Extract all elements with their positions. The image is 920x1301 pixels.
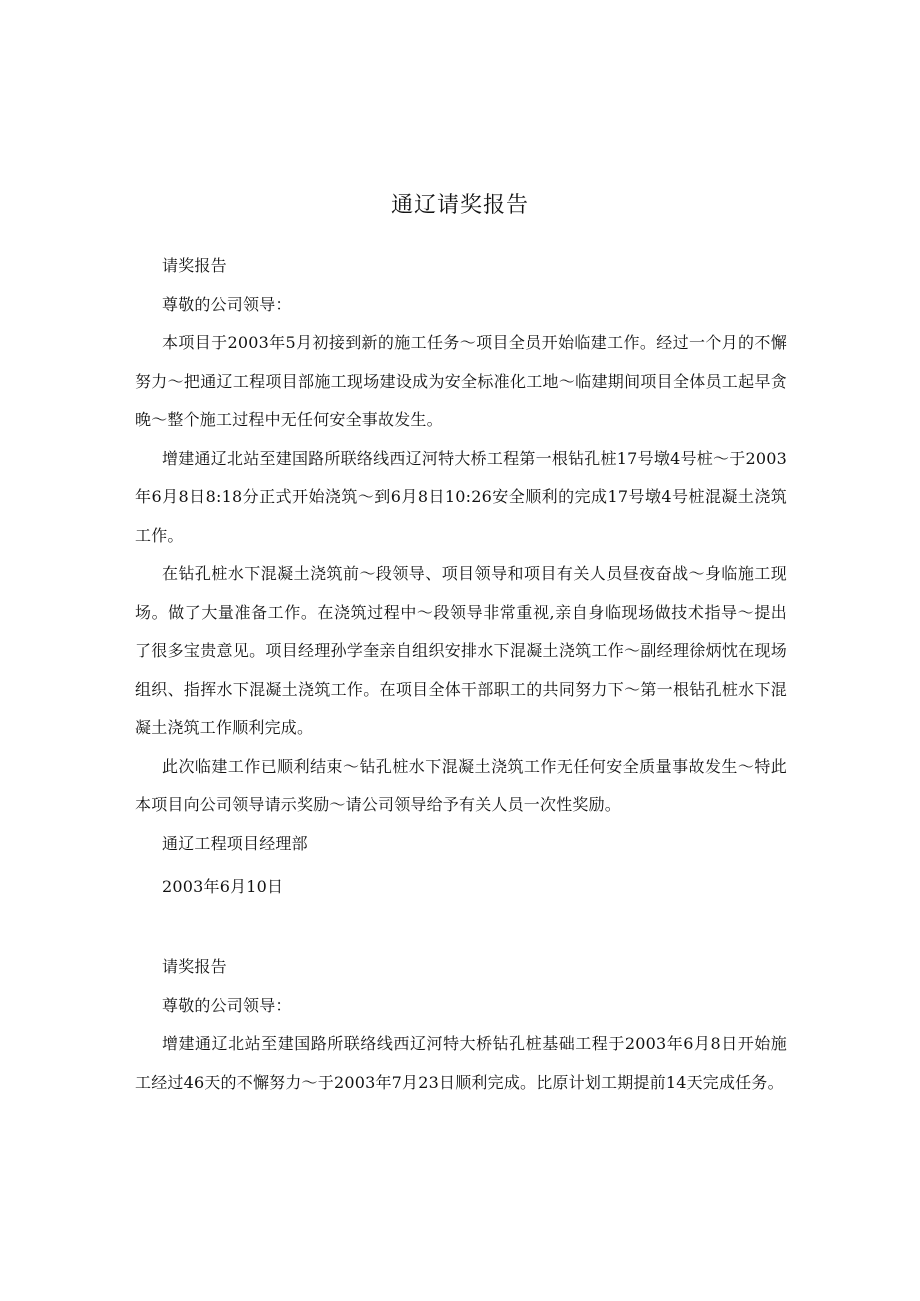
report-heading: 请奖报告 bbox=[162, 957, 227, 976]
report-section-2 bbox=[135, 948, 787, 1102]
body-paragraph: 增建通辽北站至建国路所联络线西辽河特大桥钻孔桩基础工程于2003年6月8日开始施工经过46天的不懈努力～于2003年7月23日顺利完成。比原计划工期提前14天完成任务。 bbox=[135, 1034, 787, 1092]
body-paragraph: 在钻孔桩水下混凝土浇筑前～段领导、项目领导和项目有关人员昼夜奋战～身临施工现场。做了大量准备工作。在浇筑过程中～段领导非常重视,亲自身临现场做技术指导～提出了很多宝贵意见。项目经理孙学奎亲自组织安排水下混凝土浇筑工作～副经理徐炳忱在现场组织、指挥水下混凝土浇筑工作。在项目全体干部职工的共同努力下～第一根钻孔桩水下混凝土浇筑工作顺利完成。 bbox=[135, 564, 787, 737]
body-paragraph: 增建通辽北站至建国路所联络线西辽河特大桥工程第一根钻孔桩17号墩4号桩～于2003年6月8日8:18分正式开始浇筑～到6月8日10:26安全顺利的完成17号墩4号桩混凝土浇筑工作。 bbox=[135, 448, 787, 545]
report-date: 2003年6月10日 bbox=[162, 877, 284, 896]
report-heading: 请奖报告 bbox=[162, 256, 227, 275]
salutation: 尊敬的公司领导： bbox=[162, 995, 292, 1015]
document-title: 通辽请奖报告 bbox=[390, 193, 529, 218]
body-paragraph: 本项目于2003年5月初接到新的施工任务～项目全员开始临建工作。经过一个月的不懈努力～把通辽工程项目部施工现场建设成为安全标准化工地～临建期间项目全体员工起早贪晚～整个施工过程中无任何安全事故发生。 bbox=[135, 333, 787, 429]
signature: 通辽工程项目经理部 bbox=[162, 833, 308, 853]
salutation: 尊敬的公司领导： bbox=[162, 294, 292, 314]
report-section-1 bbox=[135, 247, 787, 907]
body-paragraph: 此次临建工作已顺利结束～钻孔桩水下混凝土浇筑工作无任何安全质量事故发生～特此本项目向公司领导请示奖励～请公司领导给予有关人员一次性奖励。 bbox=[135, 756, 787, 814]
